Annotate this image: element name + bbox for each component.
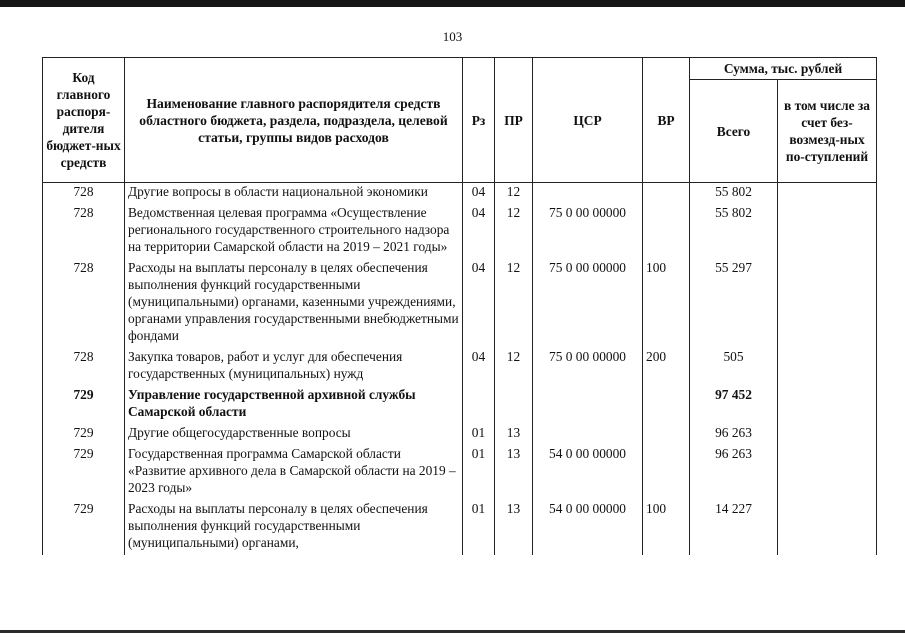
cell-incl [778, 424, 877, 445]
cell-pr: 12 [495, 183, 533, 205]
header-name: Наименование главного распорядителя средств областного бюджета, раздела, подраздела, целевой статьи, группы видов расходов [125, 58, 463, 183]
cell-csr: 75 0 00 00000 [533, 204, 643, 259]
cell-code: 728 [43, 259, 125, 348]
cell-rz: 04 [463, 259, 495, 348]
cell-code: 728 [43, 183, 125, 205]
cell-incl [778, 183, 877, 205]
table-row [43, 500, 877, 555]
cell-vr [643, 445, 690, 500]
cell-incl [778, 259, 877, 348]
cell-name: Расходы на выплаты персоналу в целях обеспечения выполнения функций государственными (муниципальными) органами, казенными учреждениями, органами управления государственными внебюджетными фондами [125, 259, 463, 348]
cell-rz: 04 [463, 348, 495, 386]
cell-vr [643, 204, 690, 259]
cell-code: 728 [43, 348, 125, 386]
cell-csr [533, 424, 643, 445]
scan-top-edge [0, 0, 905, 7]
cell-rz: 04 [463, 183, 495, 205]
table-row [43, 348, 877, 386]
cell-rz: 01 [463, 500, 495, 555]
cell-pr: 13 [495, 500, 533, 555]
cell-incl [778, 348, 877, 386]
cell-csr [533, 386, 643, 424]
table-row [43, 424, 877, 445]
cell-pr [495, 386, 533, 424]
budget-table [42, 57, 877, 555]
cell-vr [643, 424, 690, 445]
page-number: 103 [442, 29, 463, 44]
cell-rz: 01 [463, 424, 495, 445]
header-code: Код главного распоря-дителя бюджет-ных средств [43, 58, 125, 183]
cell-code: 729 [43, 386, 125, 424]
scan-bottom-edge [0, 630, 905, 633]
cell-total: 55 802 [690, 204, 778, 259]
cell-total: 14 227 [690, 500, 778, 555]
cell-name: Управление государственной архивной службы Самарской области [125, 386, 463, 424]
cell-incl [778, 204, 877, 259]
cell-csr: 75 0 00 00000 [533, 348, 643, 386]
cell-vr [643, 386, 690, 424]
cell-total: 96 263 [690, 445, 778, 500]
table-row-department [43, 386, 877, 424]
cell-vr: 200 [643, 348, 690, 386]
cell-total: 55 297 [690, 259, 778, 348]
header-total: Всего [690, 80, 778, 183]
cell-name: Государственная программа Самарской области «Развитие архивного дела в Самарской области на 2019 – 2023 годы» [125, 445, 463, 500]
table-row [43, 445, 877, 500]
table-row [43, 204, 877, 259]
header-sum: Сумма, тыс. рублей [690, 58, 877, 80]
cell-csr: 75 0 00 00000 [533, 259, 643, 348]
table-row [43, 259, 877, 348]
cell-incl [778, 386, 877, 424]
cell-rz: 01 [463, 445, 495, 500]
cell-csr: 54 0 00 00000 [533, 445, 643, 500]
header-incl: в том числе за счет без-возмезд-ных по-ступлений [778, 80, 877, 183]
cell-vr: 100 [643, 500, 690, 555]
cell-total: 96 263 [690, 424, 778, 445]
cell-code: 729 [43, 424, 125, 445]
cell-code: 728 [43, 204, 125, 259]
cell-pr: 12 [495, 259, 533, 348]
cell-vr: 100 [643, 259, 690, 348]
cell-incl [778, 445, 877, 500]
cell-code: 729 [43, 445, 125, 500]
cell-vr [643, 183, 690, 205]
cell-total: 505 [690, 348, 778, 386]
cell-name: Закупка товаров, работ и услуг для обеспечения государственных (муниципальных) нужд [125, 348, 463, 386]
header-vr: ВР [643, 58, 690, 183]
cell-total: 55 802 [690, 183, 778, 205]
cell-code: 729 [43, 500, 125, 555]
cell-name: Расходы на выплаты персоналу в целях обеспечения выполнения функций государственными (муниципальными) органами, [125, 500, 463, 555]
cell-csr [533, 183, 643, 205]
table-row [43, 183, 877, 205]
header-pr: ПР [495, 58, 533, 183]
header-rz: Рз [463, 58, 495, 183]
cell-pr: 13 [495, 445, 533, 500]
cell-pr: 12 [495, 204, 533, 259]
header-csr: ЦСР [533, 58, 643, 183]
cell-incl [778, 500, 877, 555]
cell-pr: 13 [495, 424, 533, 445]
cell-pr: 12 [495, 348, 533, 386]
cell-rz [463, 386, 495, 424]
cell-name: Ведомственная целевая программа «Осуществление регионального государственного строительного надзора на территории Самарской области на 2019 – 2021 годы» [125, 204, 463, 259]
cell-csr: 54 0 00 00000 [533, 500, 643, 555]
cell-rz: 04 [463, 204, 495, 259]
cell-name: Другие общегосударственные вопросы [125, 424, 463, 445]
cell-total: 97 452 [690, 386, 778, 424]
cell-name: Другие вопросы в области национальной экономики [125, 183, 463, 205]
